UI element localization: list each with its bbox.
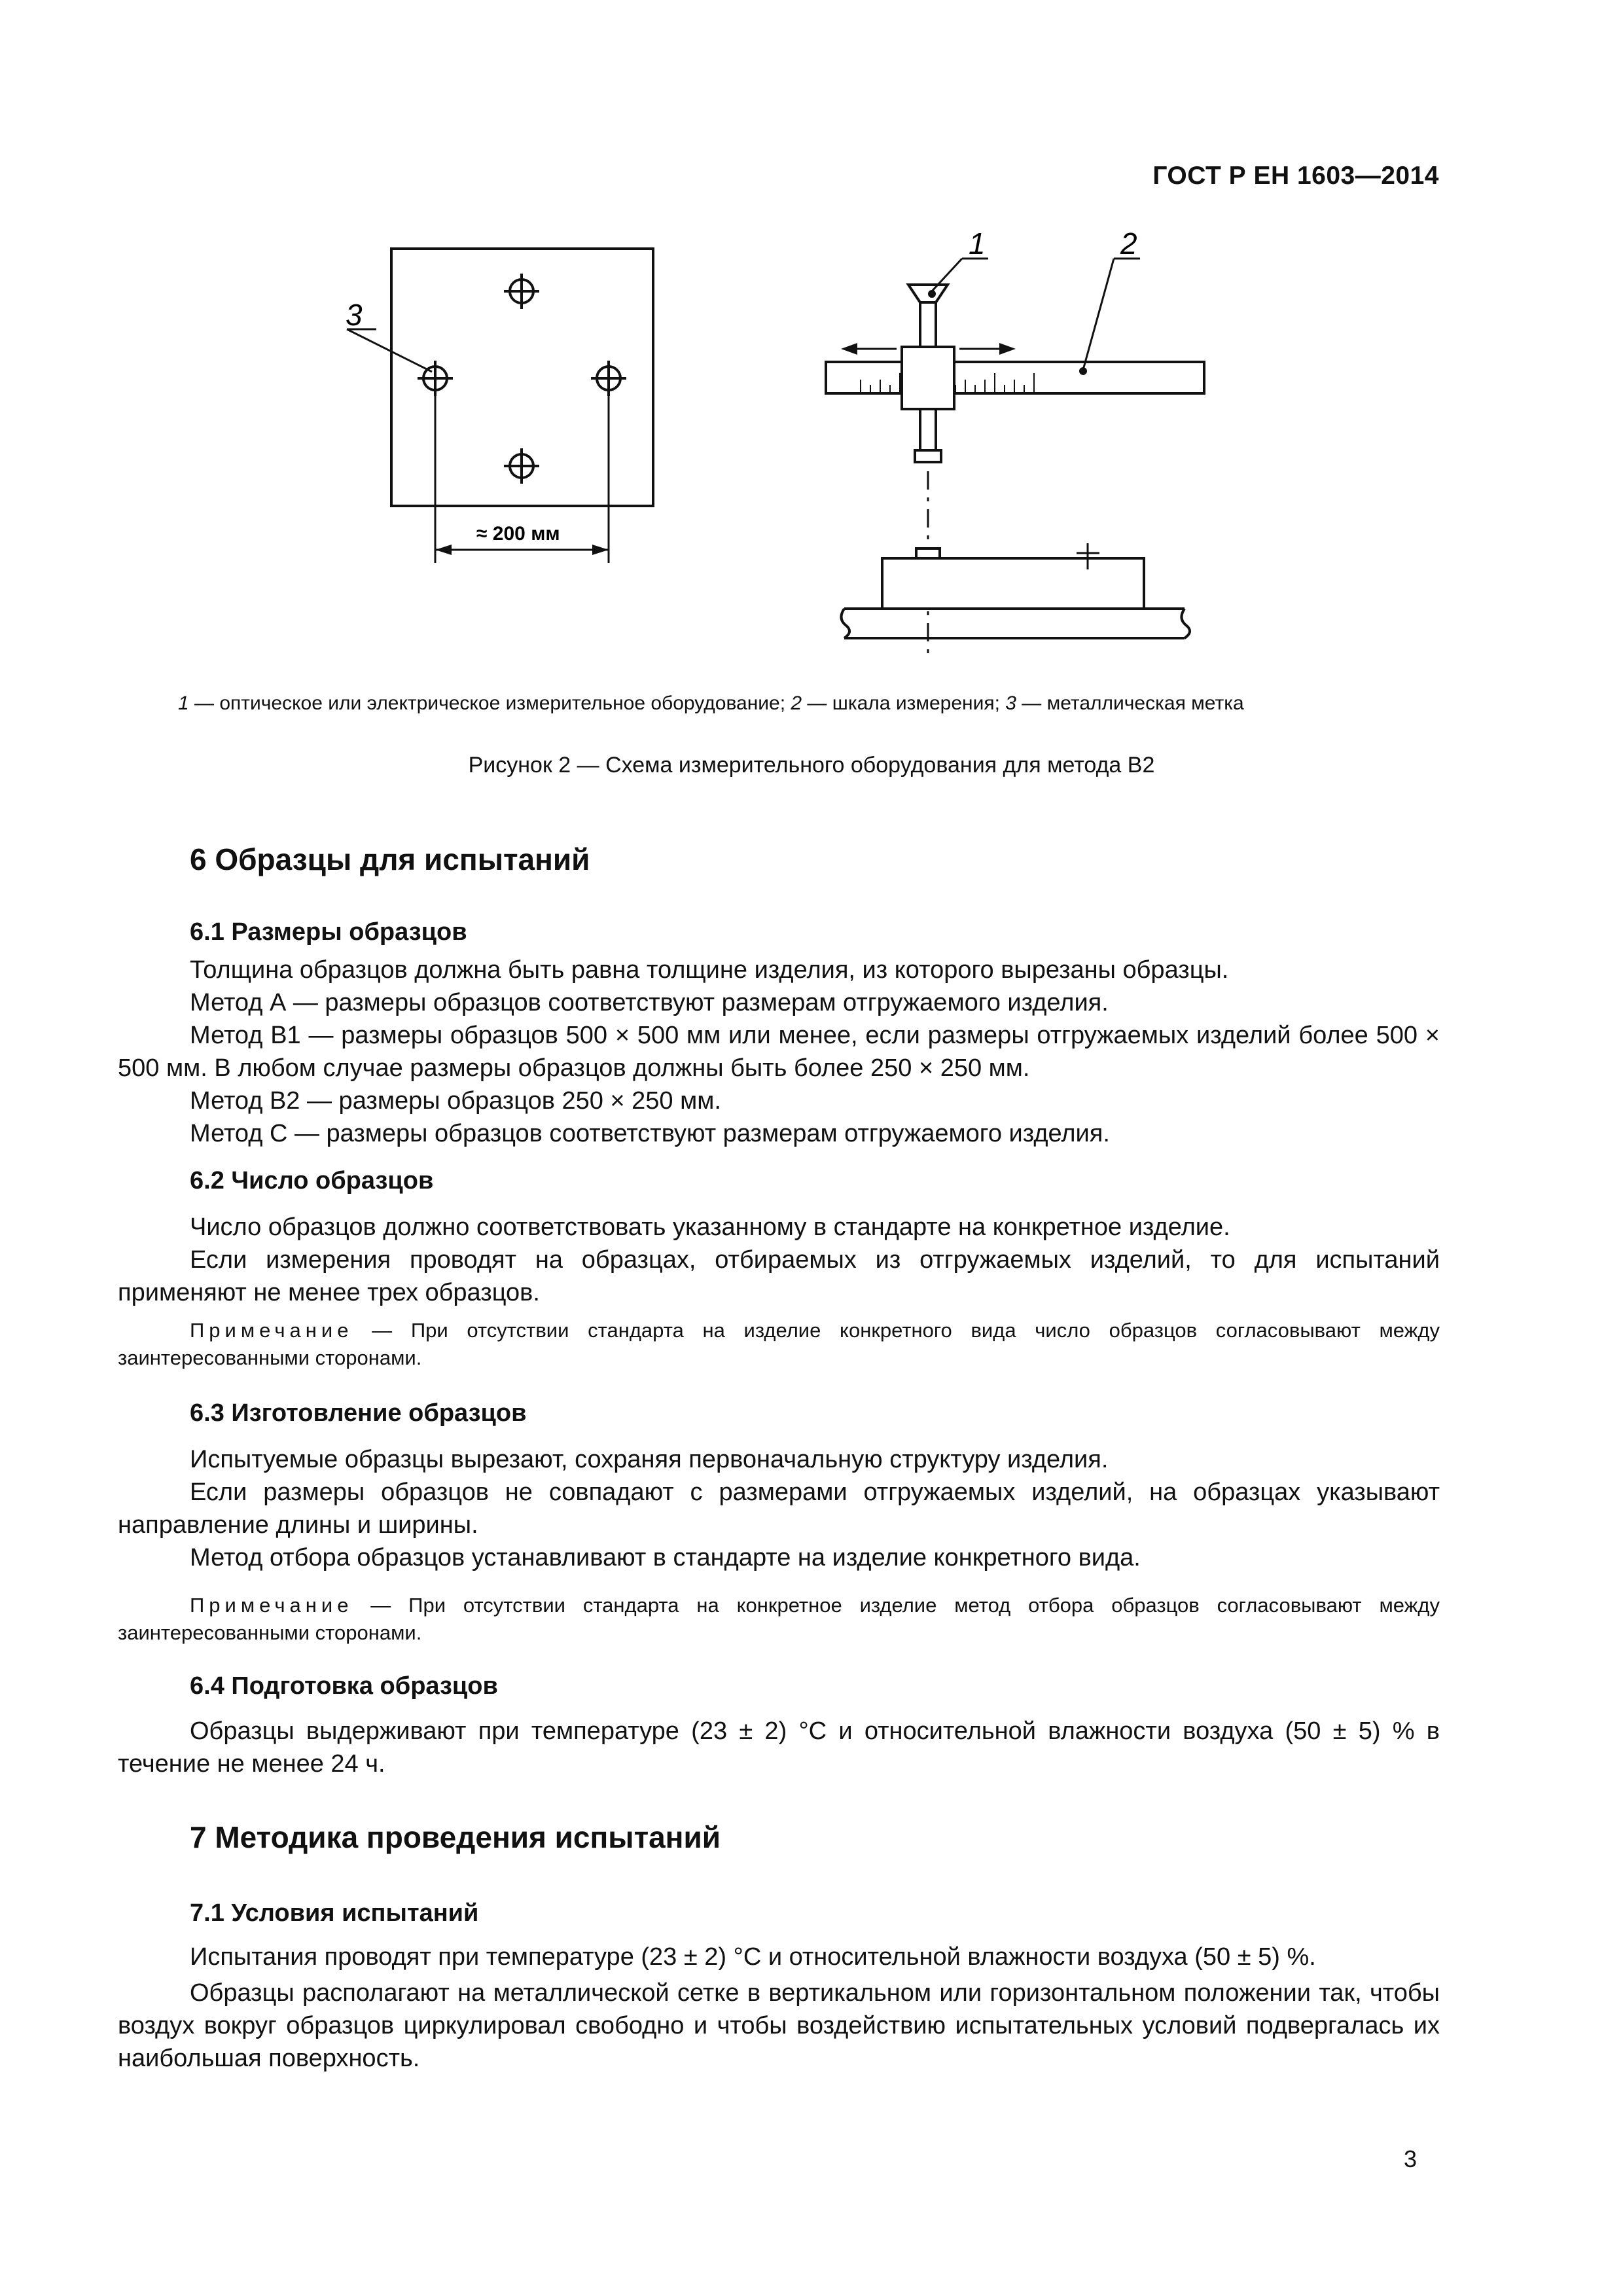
paragraph: Если размеры образцов не совпадают с размерами отгружаемых изделий, на образцах указывают направление длины и ширины. bbox=[118, 1479, 1440, 1539]
note-text: — При отсутствии стандарта на конкретное изделие метод отбора образцов согласовывают между заинтересованными сторонами. bbox=[118, 1594, 1440, 1644]
paragraph: Образцы выдерживают при температуре (23 ± 2) °С и относительной влажности воздуха (50 ± 5) % в течение не менее 24 ч. bbox=[118, 1717, 1440, 1778]
legend-text-1: — оптическое или электрическое измерительное оборудование; bbox=[188, 692, 791, 714]
legend-number-2: 2 bbox=[791, 692, 802, 714]
callout-3: 3 bbox=[346, 298, 363, 332]
callout-2: 2 bbox=[1120, 226, 1137, 260]
measuring-probe-head bbox=[908, 285, 948, 302]
paragraph: Метод отбора образцов устанавливают в стандарте на изделие конкретного вида. bbox=[190, 1544, 1141, 1571]
note bbox=[118, 1317, 1440, 1372]
legend-number-1: 1 bbox=[178, 692, 189, 714]
callout-3-leader bbox=[347, 329, 432, 372]
document-number: ГОСТ Р ЕН 1603—2014 bbox=[1152, 162, 1439, 190]
note-text: — При отсутствии стандарта на изделие конкретного вида число образцов согласовывают между заинтересованными сторонами. bbox=[118, 1319, 1440, 1369]
section-7-1-title: 7.1 Условия испытаний bbox=[190, 1899, 479, 1927]
note bbox=[118, 1592, 1440, 1647]
metal-mark-right bbox=[591, 361, 626, 396]
section-6-3-title: 6.3 Изготовление образцов bbox=[190, 1399, 527, 1427]
figure-caption: Рисунок 2 — Схема измерительного оборудования для метода В2 bbox=[468, 753, 1155, 778]
figure-2-diagram bbox=[0, 0, 1623, 681]
paragraph: Метод В1 — размеры образцов 500 × 500 мм или менее, если размеры отгружаемых изделий более 500 × 500 мм. В любом случае размеры образцов должны быть более 250 × 250 мм. bbox=[118, 1022, 1440, 1082]
measuring-probe-stem bbox=[920, 409, 936, 450]
measuring-probe-tip bbox=[915, 450, 941, 462]
note-label: Примечание bbox=[190, 1594, 353, 1617]
paragraph: Число образцов должно соответствовать указанному в стандарте на конкретное изделие. bbox=[190, 1213, 1230, 1241]
note-label: Примечание bbox=[190, 1319, 353, 1342]
paragraph: Испытуемые образцы вырезают, сохраняя первоначальную структуру изделия. bbox=[190, 1446, 1109, 1473]
base-plate bbox=[841, 609, 1190, 638]
paragraph: Метод С — размеры образцов соответствуют размерам отгружаемого изделия. bbox=[190, 1120, 1110, 1147]
legend-text-2: — шкала измерения; bbox=[802, 692, 1006, 714]
section-6-2-title: 6.2 Число образцов bbox=[190, 1167, 434, 1194]
legend-text-3: — металлическая метка bbox=[1016, 692, 1244, 714]
section-6-1-title: 6.1 Размеры образцов bbox=[190, 918, 467, 946]
section-7-title: 7 Методика проведения испытаний bbox=[190, 1820, 721, 1854]
callout-1: 1 bbox=[969, 226, 986, 260]
page-number: 3 bbox=[1404, 2145, 1418, 2172]
dimension-label: ≈ 200 мм bbox=[476, 523, 560, 545]
metal-mark-bottom bbox=[504, 448, 539, 484]
metal-mark-top bbox=[504, 274, 539, 309]
paragraph: Метод А — размеры образцов соответствуют размерам отгружаемого изделия. bbox=[190, 989, 1109, 1016]
slider-block bbox=[902, 347, 954, 409]
paragraph: Если измерения проводят на образцах, отбираемых из отгружаемых изделий, то для испытаний применяют не менее трех образцов. bbox=[118, 1246, 1440, 1306]
paragraph: Метод В2 — размеры образцов 250 × 250 мм. bbox=[190, 1087, 721, 1115]
specimen-mark-left bbox=[916, 548, 940, 558]
metal-mark-left bbox=[418, 361, 453, 396]
section-6-title: 6 Образцы для испытаний bbox=[190, 842, 590, 876]
specimen-on-base bbox=[882, 558, 1144, 609]
section-6-4-title: 6.4 Подготовка образцов bbox=[190, 1672, 498, 1700]
legend-number-3: 3 bbox=[1005, 692, 1016, 714]
paragraph: Испытания проводят при температуре (23 ± 2) °С и относительной влажности воздуха (50 ± 5) %. bbox=[190, 1943, 1316, 1971]
paragraph: Образцы располагают на металлической сетке в вертикальном или горизонтальном положении так, чтобы воздух вокруг образцов циркулировал свободно и чтобы воздействию испытательных условий подвергалась их наибольшая поверхность. bbox=[118, 1979, 1440, 2072]
paragraph: Толщина образцов должна быть равна толщине изделия, из которого вырезаны образцы. bbox=[190, 956, 1229, 984]
figure-legend bbox=[178, 692, 1244, 715]
